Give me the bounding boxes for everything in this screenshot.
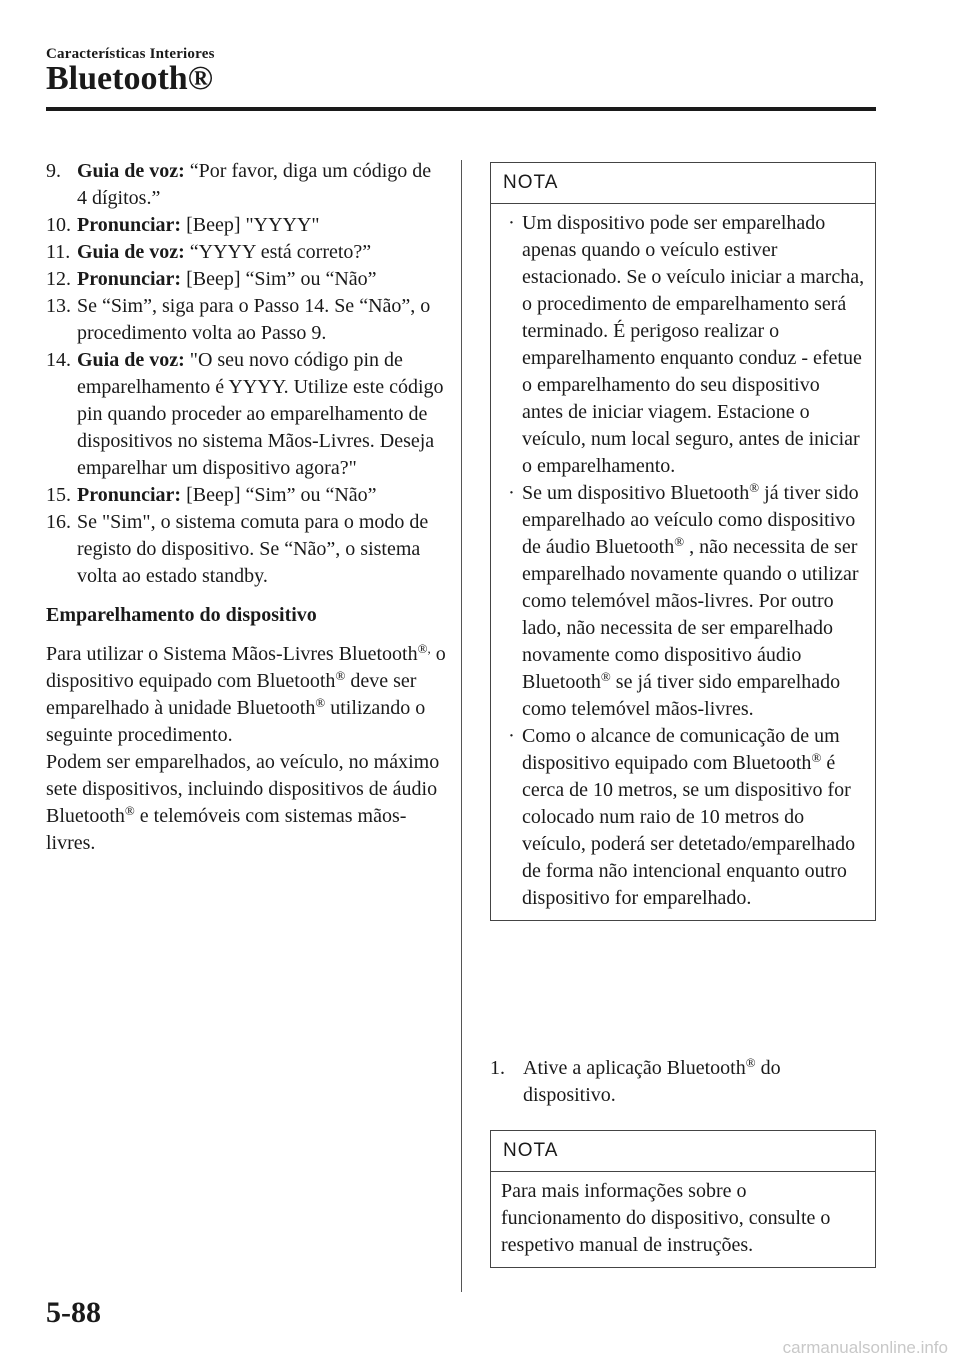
registered-mark: ® [745,1055,756,1070]
note-box-pairing [490,162,876,921]
step-text [77,347,446,482]
bullet: · [508,482,515,504]
step-body: “YYYY está correto?” [184,241,372,263]
paragraph-limit [46,749,446,857]
step-body: [Beep] "YYYY" [181,214,320,236]
step-14 [46,347,446,482]
step-text [77,239,446,266]
text-run: e telemóveis com sistemas mãos-livres. [46,805,407,854]
column-divider [461,160,462,1292]
step-number: 14. [46,349,71,371]
chapter-title: Bluetooth® [46,60,214,97]
step-text [523,1055,870,1109]
step-1-right [490,1055,870,1109]
paragraph-intro [46,641,446,749]
left-column [46,158,446,857]
text-run: , não necessita de ser emparelhado novamente quando o utilizar como telemóvel mãos-livres. Por outro lado, não necessita de ser emparelhado novamente como dispositivo áudio Bluetooth [522,536,859,693]
text-run: utilizando o seguinte procedimento. [46,697,426,746]
step-text [77,293,446,347]
watermark: carmanualsonline.info [782,1338,948,1357]
step-number: 9. [46,160,61,182]
step-body: Se "Sim", o sistema comuta para o modo de registo do dispositivo. Se “Não”, o sistema volta ao estado standby. [77,511,429,587]
step-label: Guia de voz: [77,160,185,182]
registered-mark: ® [315,695,326,710]
step-16 [46,509,446,590]
header-rule [46,107,876,111]
step-label: Pronunciar: [77,214,182,236]
note-item [501,723,865,912]
step-9 [46,158,446,212]
step-10 [46,212,446,239]
registered-mark: ® [124,803,135,818]
step-body: [Beep] “Sim” ou “Não” [181,484,377,506]
step-label: Pronunciar: [77,268,182,290]
step-number: 13. [46,295,71,317]
page-number: 5-88 [46,1296,101,1329]
text-run: do dispositivo. [523,1057,781,1106]
step-number: 15. [46,484,71,506]
step-text [77,212,446,239]
text-run: já tiver sido emparelhado ao veículo como dispositivo de áudio Bluetooth [522,482,859,558]
text-run: se já tiver sido emparelhado como telemóvel mãos-livres. [522,671,841,720]
step-label: Guia de voz: [77,349,185,371]
step-text [77,482,446,509]
step-body: “Por favor, diga um código de 4 dígitos.” [77,160,432,209]
registered-mark: ® [811,750,822,765]
step-text [77,266,446,293]
note-item-text [522,723,865,912]
step-13 [46,293,446,347]
step-label: Guia de voz: [77,241,185,263]
text-run: Podem ser emparelhados, ao veículo, no máximo sete dispositivos, incluindo dispositivos de áudio Bluetooth [46,751,440,827]
registered-mark: ® [749,480,760,495]
note-item [501,210,865,480]
registered-mark: ®, [417,641,431,656]
note-item-text [522,480,865,723]
step-11 [46,239,446,266]
step-number: 12. [46,268,71,290]
note-item-text: Um dispositivo pode ser emparelhado apenas quando o veículo estiver estacionado. Se o veículo iniciar a marcha, o procedimento de emparelhamento será terminado. É perigoso realizar o emparelhamento enquanto conduz - efetue o emparelhamento do seu dispositivo antes de iniciar viagem. Estacione o veículo, num local seguro, antes de iniciar o emparelhamento. [522,212,865,477]
bullet: · [508,725,515,747]
text-run: Como o alcance de comunicação de um dispositivo equipado com Bluetooth [522,725,840,774]
text-run: Se um dispositivo Bluetooth [522,482,750,504]
note-item [501,480,865,723]
step-number: 1. [490,1057,505,1079]
step-body: "O seu novo código pin de emparelhamento é YYYY. Utilize este código pin quando proceder ao emparelhamento de dispositivos no sistema Mãos-Livres. Deseja emparelhar um dispositivo agora?" [77,349,444,479]
step-15 [46,482,446,509]
note-heading: NOTA [491,163,875,204]
step-12 [46,266,446,293]
text-run: Ative a aplicação Bluetooth [523,1057,746,1079]
text-run: o dispositivo equipado com Bluetooth [46,643,446,692]
registered-mark: ® [674,534,685,549]
note-heading: NOTA [491,1131,875,1172]
step-number: 11. [46,241,71,263]
note-text: Para mais informações sobre o funcionamento do dispositivo, consulte o respetivo manual de instruções. [501,1180,831,1256]
text-run: Para utilizar o Sistema Mãos-Livres Bluetooth [46,643,418,665]
step-number: 16. [46,511,71,533]
step-body: [Beep] “Sim” ou “Não” [181,268,377,290]
bullet: · [508,212,515,234]
step-body: Se “Sim”, siga para o Passo 14. Se “Não”, o procedimento volta ao Passo 9. [77,295,431,344]
step-text [77,509,446,590]
step-text [77,158,446,212]
section-label: Características Interiores [46,46,215,62]
subheading: Emparelhamento do dispositivo [46,604,317,626]
step-label: Pronunciar: [77,484,182,506]
registered-mark: ® [335,668,346,683]
registered-mark: ® [600,669,611,684]
note-box-device [490,1130,876,1268]
note-body [491,204,875,920]
step-number: 10. [46,214,71,236]
text-run: é cerca de 10 metros, se um dispositivo for colocado num raio de 10 metros do veículo, poderá ser detetado/emparelhado de forma não intencional enquanto outro dispositivo for emparelhado. [522,752,856,909]
text-run: deve ser emparelhado à unidade Bluetooth [46,670,417,719]
